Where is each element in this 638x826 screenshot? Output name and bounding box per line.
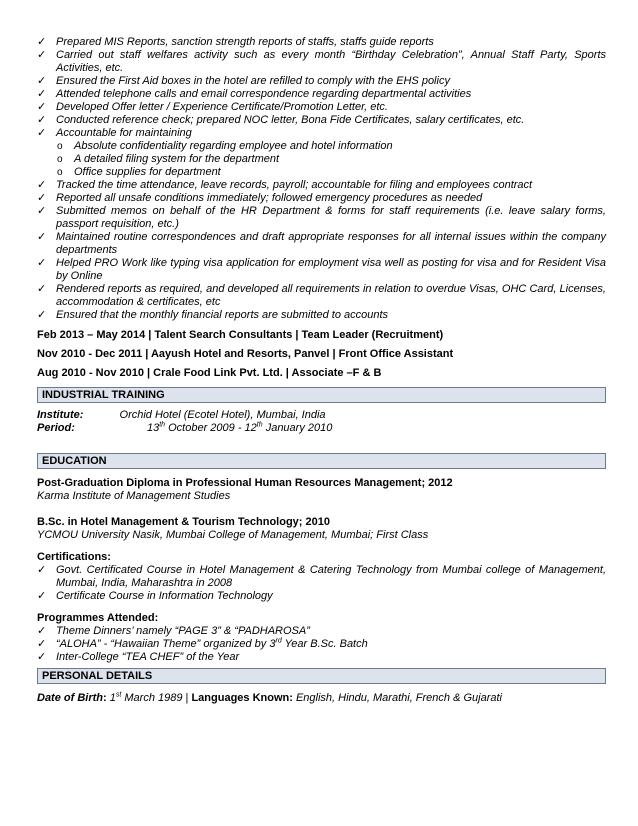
sub-list-item: o Absolute confidentiality regarding employee and hotel information bbox=[37, 140, 606, 153]
job-entry-talent-search: Feb 2013 – May 2014 | Talent Search Consultants | Team Leader (Recruitment) bbox=[37, 329, 444, 341]
job-entry-aayush-hotel: Nov 2010 - Dec 2011 | Aayush Hotel and Resorts, Panvel | Front Office Assistant bbox=[37, 348, 454, 360]
list-item: ✓ Reported all unsafe conditions immediately; followed emergency procedures as needed bbox=[37, 192, 606, 205]
separator: | bbox=[182, 692, 192, 704]
list-item: ✓ Accountable for maintaining bbox=[37, 127, 606, 140]
period-value: 13th October 2009 - 12th January 2010 bbox=[146, 421, 333, 434]
pg-diploma-title: Post-Graduation Diploma in Professional Human Resources Management; 2012 bbox=[37, 477, 453, 489]
bsc-school: YCMOU University Nasik, Mumbai College of Management, Mumbai; First Class bbox=[37, 529, 429, 541]
pg-diploma-school: Karma Institute of Management Studies bbox=[37, 490, 231, 502]
period-row: Period: 13th October 2009 - 12th January 2010 bbox=[37, 421, 333, 434]
list-item: ✓ Theme Dinners’ namely “PAGE 3” & “PADHAROSA” bbox=[37, 625, 606, 638]
job-entry-crale-food: Aug 2010 - Nov 2010 | Crale Food Link Pvt. Ltd. | Associate –F & B bbox=[37, 367, 382, 379]
bsc-title: B.Sc. in Hotel Management & Tourism Technology; 2010 bbox=[37, 516, 330, 528]
certifications-list bbox=[37, 564, 606, 603]
section-header-industrial-training: INDUSTRIAL TRAINING bbox=[37, 387, 606, 403]
list-item: ✓ Maintained routine correspondences and draft appropriate responses for all internal issues within the company departments bbox=[37, 231, 606, 257]
resume-page bbox=[37, 36, 606, 705]
responsibilities-list-continued bbox=[37, 179, 606, 322]
programmes-list bbox=[37, 625, 606, 664]
list-item: ✓ Attended telephone calls and email correspondence regarding departmental activities bbox=[37, 88, 606, 101]
list-item: ✓ Inter-College “TEA CHEF” of the Year bbox=[37, 651, 606, 664]
section-header-personal-details: PERSONAL DETAILS bbox=[37, 668, 606, 684]
list-item: ✓ Conducted reference check; prepared NOC letter, Bona Fide Certificates, salary certificates, etc. bbox=[37, 114, 606, 127]
list-item: ✓ Carried out staff welfares activity such as every month “Birthday Celebration”, Annual Staff Party, Sports Activities, etc. bbox=[37, 49, 606, 75]
languages-value: English, Hindu, Marathi, French & Gujarati bbox=[295, 692, 503, 704]
list-item: ✓ Ensured the First Aid boxes in the hotel are refilled to comply with the EHS policy bbox=[37, 75, 606, 88]
section-header-education: EDUCATION bbox=[37, 453, 606, 469]
programmes-label: Programmes Attended: bbox=[37, 612, 159, 624]
personal-details-row: Date of Birth: 1st March 1989 | Languages Known: English, Hindu, Marathi, French & Gujarati bbox=[37, 691, 503, 704]
list-item: ✓ Submitted memos on behalf of the HR Department & forms for staff requirements (i.e. leave salary forms, passport requisition, etc.) bbox=[37, 205, 606, 231]
list-item: ✓ Prepared MIS Reports, sanction strength reports of staffs, staffs guide reports bbox=[37, 36, 606, 49]
list-item: ✓ Govt. Certificated Course in Hotel Management & Catering Technology from Mumbai college of Management, Mumbai, India, Maharashtra in 2008 bbox=[37, 564, 606, 590]
maintaining-sublist bbox=[37, 140, 606, 179]
list-item: ✓ Certificate Course in Information Technology bbox=[37, 590, 606, 603]
list-item: ✓ Helped PRO Work like typing visa application for employment visa well as posting for visa and for Resident Visa by Online bbox=[37, 257, 606, 283]
certifications-label: Certifications: bbox=[37, 551, 111, 563]
languages-label: Languages Known: bbox=[191, 692, 293, 704]
sub-list-item: o Office supplies for department bbox=[37, 166, 606, 179]
list-item: ✓ Rendered reports as required, and developed all requirements in relation to overdue Visas, OHC Card, Licenses, accommodation & certificates, etc bbox=[37, 283, 606, 309]
list-item: ✓ Tracked the time attendance, leave records, payroll; accountable for filing and employees contract bbox=[37, 179, 606, 192]
period-label: Period bbox=[37, 422, 72, 434]
institute-row: Institute: Orchid Hotel (Ecotel Hotel), Mumbai, India bbox=[37, 409, 326, 421]
institute-label: Institute bbox=[37, 409, 80, 421]
list-item: ✓ Ensured that the monthly financial reports are submitted to accounts bbox=[37, 309, 606, 322]
list-item: ✓ Developed Offer letter / Experience Certificate/Promotion Letter, etc. bbox=[37, 101, 606, 114]
responsibilities-list bbox=[37, 36, 606, 140]
list-item: ✓ “ALOHA” - “Hawaiian Theme” organized by 3rd Year B.Sc. Batch bbox=[37, 638, 606, 651]
dob-value: 1st March 1989 bbox=[109, 691, 183, 704]
dob-label: Date of Birth bbox=[37, 692, 103, 704]
institute-value: Orchid Hotel (Ecotel Hotel), Mumbai, India bbox=[119, 409, 326, 421]
sub-list-item: o A detailed filing system for the department bbox=[37, 153, 606, 166]
